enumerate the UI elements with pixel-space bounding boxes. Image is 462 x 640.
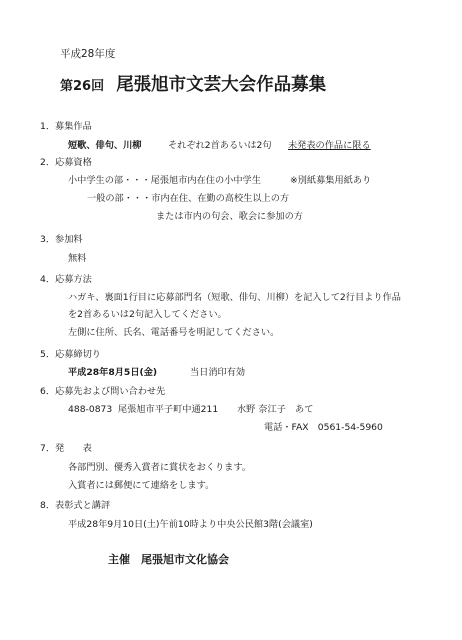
section-7-line2: 入賞者には郵便にて連絡をします。 [68,480,215,491]
section-2-line1-note: ※別紙募集用紙あり [290,175,372,186]
section-6-person: 水野 奈江子 あて [237,404,314,415]
section-8-body: 平成28年9月10日(土)午前10時より中央公民館3階(会議室) [68,519,313,530]
section-1-genres: 短歌、俳句、川柳 [68,140,142,151]
section-3-body: 無料 [68,253,87,264]
title-prefix: 第26回 [60,79,105,94]
section-1-heading: 1．募集作品 [40,121,92,132]
page-title [60,74,326,98]
section-4-line2: を2首あるいは2句記入してください。 [68,309,227,320]
section-5-note: 当日消印有効 [190,367,246,378]
section-3-heading: 3．参加料 [40,234,83,245]
section-4-line1: ハガキ、裏面1行目に応募部門名（短歌、俳句、川柳）を記入して2行目より作品 [68,292,401,303]
section-4-heading: 4．応募方法 [40,274,92,285]
section-6-address: 尾張旭市平子町中通211 [118,404,219,415]
section-2-line2: 一般の部・・・市内在住、在勤の高校生以上の方 [87,193,290,204]
section-6-postal: 488-0873 [68,404,113,415]
section-1-note: 未発表の作品に限る [288,140,371,151]
title-main: 尾張旭市文芸大会作品募集 [116,75,327,95]
section-8-heading: 8．表彰式と講評 [40,500,111,511]
section-2-heading: 2．応募資格 [40,157,92,168]
section-7-heading: 7．発 表 [40,443,92,454]
organizer: 主催 尾張旭市文化協会 [108,553,229,566]
section-2-line3: または市内の句会、歌会に参加の方 [156,211,303,222]
section-1-count: それぞれ2首あるいは2句 [168,140,272,151]
fiscal-year: 平成28年度 [60,48,116,60]
section-5-heading: 5．応募締切り [40,349,101,360]
section-6-phone: 電話・FAX 0561-54-5960 [264,422,383,433]
section-7-line1: 各部門別、優秀入賞者に賞状をおくります。 [68,462,252,473]
section-6-heading: 6．応募先および問い合わせ先 [40,386,166,397]
section-4-line3: 左側に住所、氏名、電話番号を明記してください。 [68,327,280,338]
section-5-date: 平成28年8月5日(金) [68,367,158,378]
section-2-line1: 小中学生の部・・・尾張旭市内在住の小中学生 [68,175,261,186]
